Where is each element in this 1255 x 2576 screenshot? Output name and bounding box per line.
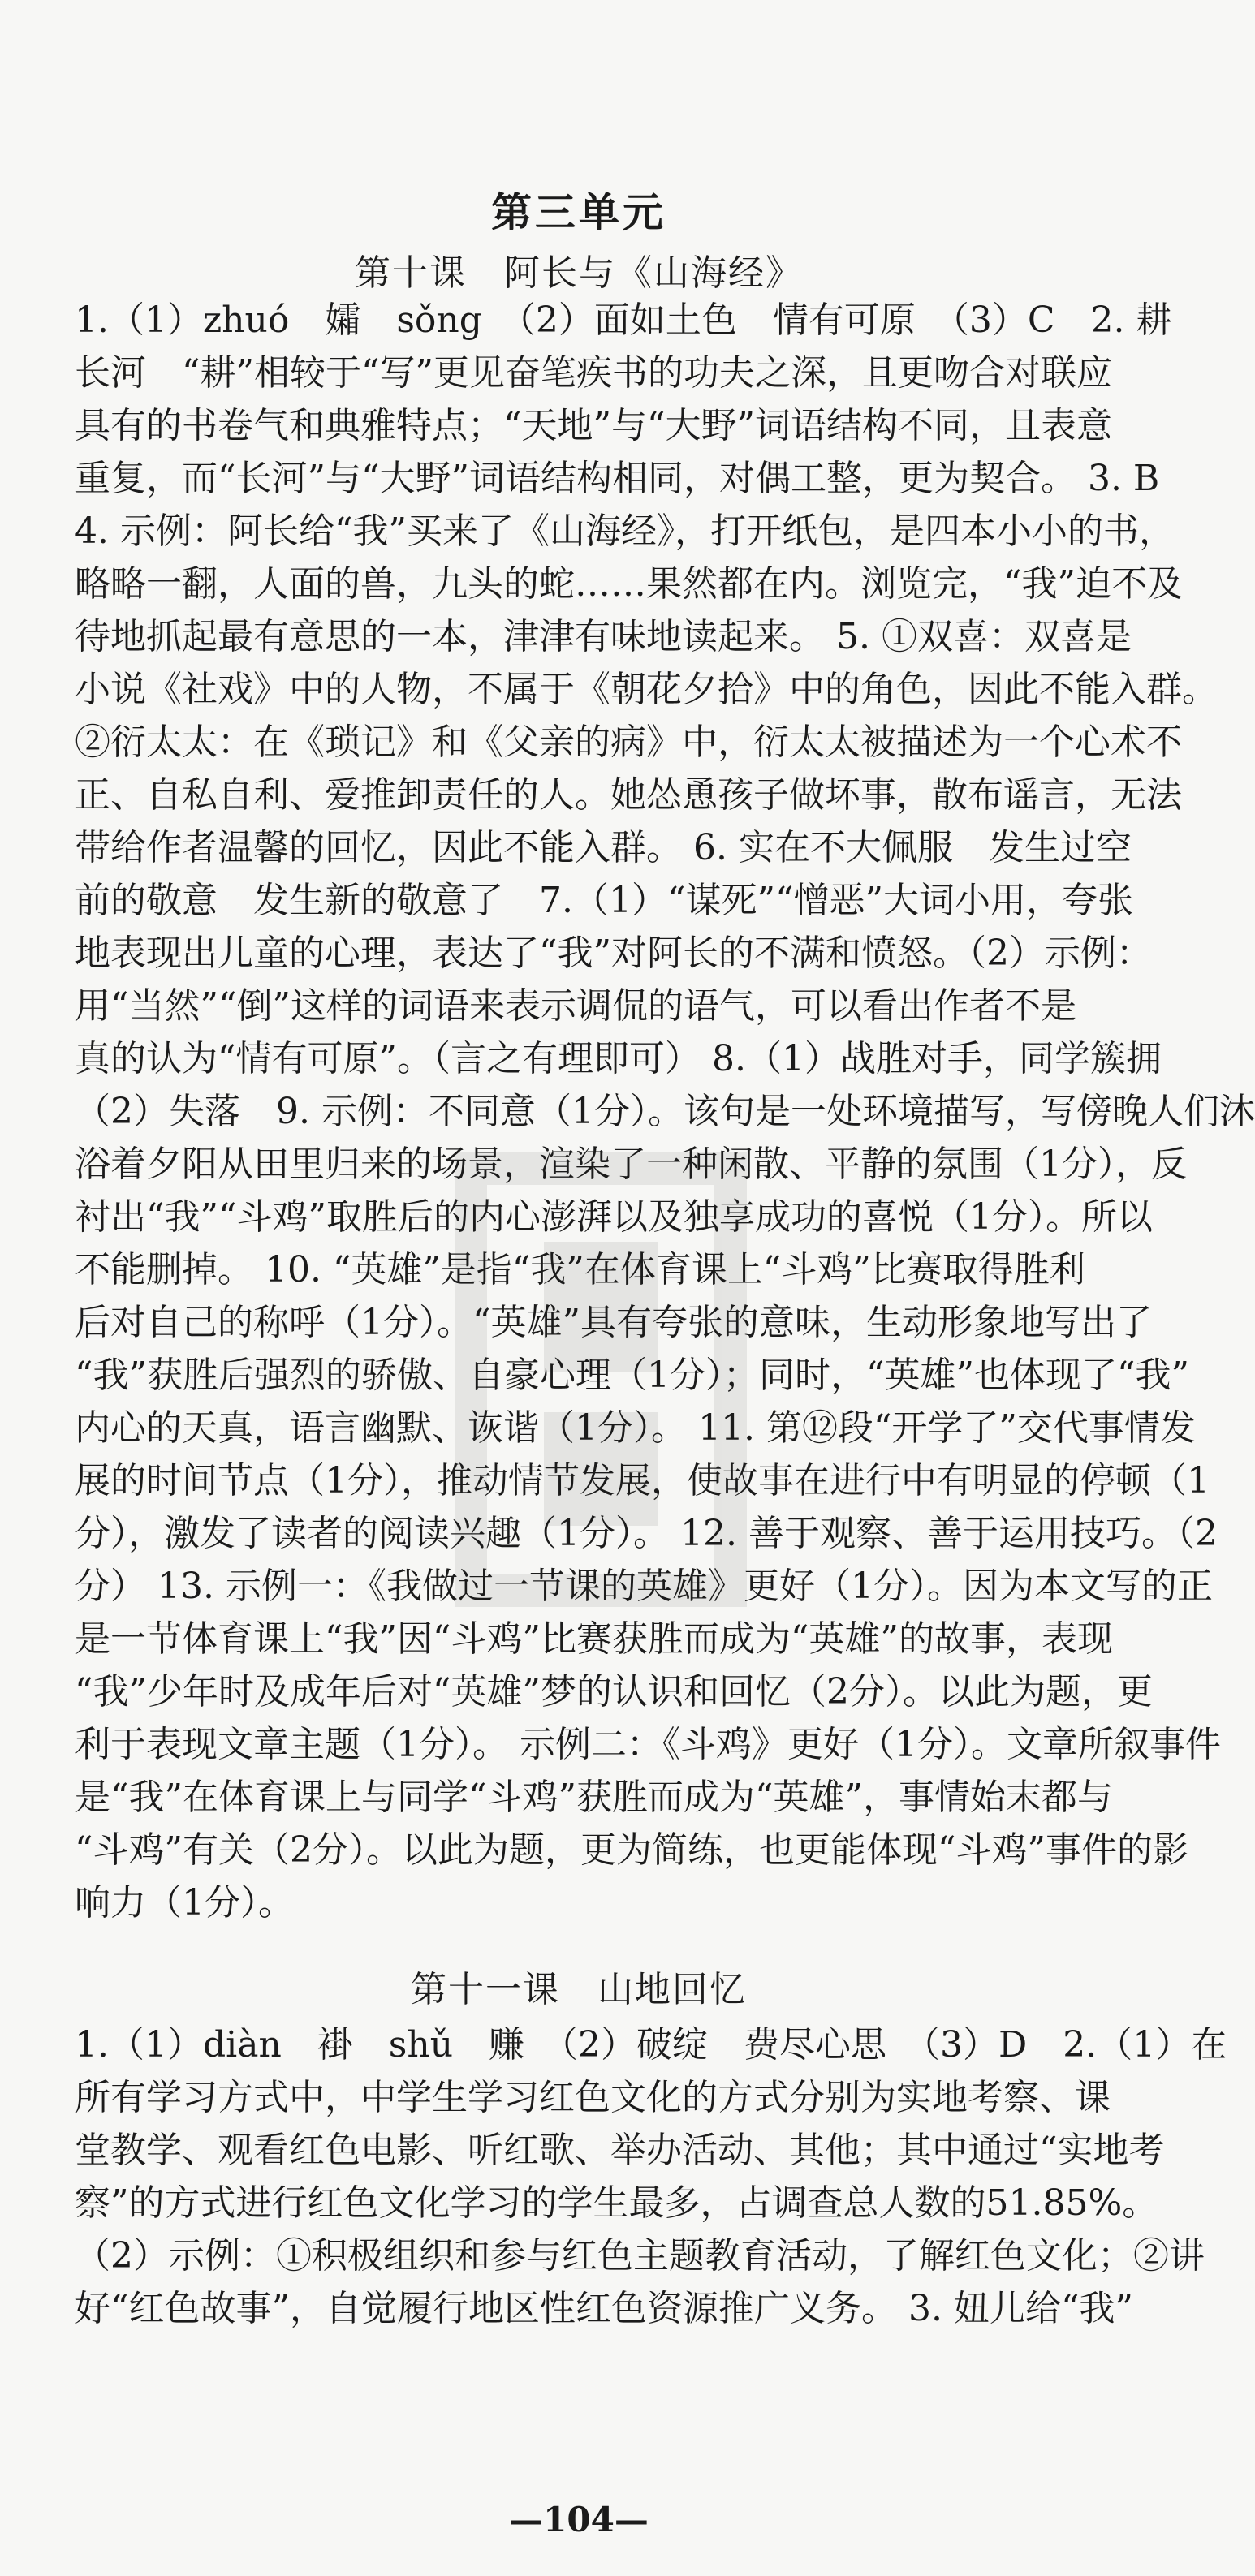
- answer-line: 不能删掉。 10. “英雄”是指“我”在体育课上“斗鸡”比赛取得胜利: [75, 1249, 1085, 1290]
- answer-line: 重复，而“长河”与“大野”词语结构相同，对偶工整，更为契合。 3. B: [75, 458, 1160, 499]
- answer-line: 利于表现文章主题（1分）。 示例二：《斗鸡》更好（1分）。文章所叙事件: [75, 1724, 1221, 1765]
- answer-line: 堂教学、观看红色电影、听红歌、举办活动、其他；其中通过“实地考: [75, 2130, 1165, 2171]
- answer-line: 所有学习方式中，中学生学习红色文化的方式分别为实地考察、课: [75, 2077, 1111, 2118]
- answer-line: 后对自己的称呼（1分）。“英雄”具有夸张的意味，生动形象地写出了: [75, 1302, 1152, 1343]
- answer-line: （2）失落 9. 示例：不同意（1分）。该句是一处环境描写，写傍晚人们沐: [75, 1091, 1255, 1132]
- answer-line: （2）示例：①积极组织和参与红色主题教育活动，了解红色文化；②讲: [75, 2235, 1205, 2277]
- lesson-10-title: 第十课 阿长与《山海经》: [355, 252, 803, 294]
- answer-line: 地表现出儿童的心理，表达了“我”对阿长的不满和愤怒。（2）示例：: [75, 933, 1152, 974]
- answer-line: 长河 “耕”相较于“写”更见奋笔疾书的功夫之深，且更吻合对联应: [75, 352, 1112, 394]
- answer-line: 1.（1）diàn 褂 shǔ 赚 （2）破绽 费尽心思 （3）D 2.（1）在: [75, 2024, 1227, 2066]
- answer-line: 待地抓起最有意思的一本，津津有味地读起来。 5. ①双喜：双喜是: [75, 616, 1132, 657]
- answer-line: 好“红色故事”，自觉履行地区性红色资源推广义务。 3. 妞儿给“我”: [75, 2288, 1133, 2329]
- answer-line: 小说《社戏》中的人物，不属于《朝花夕拾》中的角色，因此不能入群。: [75, 669, 1218, 710]
- answer-line: 略略一翻，人面的兽，九头的蛇……果然都在内。浏览完，“我”迫不及: [75, 563, 1183, 605]
- answer-line: “我”少年时及成年后对“英雄”梦的认识和回忆（2分）。以此为题，更: [75, 1671, 1153, 1712]
- answer-line: 展的时间节点（1分），推动情节发展，使故事在进行中有明显的停顿（1: [75, 1460, 1210, 1501]
- answer-line: 分），激发了读者的阅读兴趣（1分）。 12. 善于观察、善于运用技巧。（2: [75, 1513, 1218, 1554]
- answer-line: 真的认为“情有可原”。（言之有理即可） 8.（1）战胜对手，同学簇拥: [75, 1038, 1162, 1079]
- answer-line: 前的敬意 发生新的敬意了 7.（1）“谋死”“憎恶”大词小用，夸张: [75, 880, 1133, 921]
- page-number: —104—: [509, 2500, 649, 2539]
- answer-line: “我”获胜后强烈的骄傲、自豪心理（1分）；同时，“英雄”也体现了“我”: [75, 1355, 1189, 1396]
- answer-line: 具有的书卷气和典雅特点；“天地”与“大野”词语结构不同，且表意: [75, 405, 1112, 446]
- unit-title: 第三单元: [491, 189, 666, 236]
- answer-line: 响力（1分）。: [75, 1882, 294, 1923]
- answer-line: ②衍太太：在《琐记》和《父亲的病》中，衍太太被描述为一个心术不: [75, 722, 1182, 763]
- answer-line: 察”的方式进行红色文化学习的学生最多，占调查总人数的51.85%。: [75, 2182, 1158, 2224]
- answer-line: 浴着夕阳从田里归来的场景，渲染了一种闲散、平静的氛围（1分），反: [75, 1144, 1187, 1185]
- answer-line: 1.（1）zhuó 孀 sǒng （2）面如土色 情有可原 （3）C 2. 耕: [75, 299, 1172, 341]
- answer-line: 是一节体育课上“我”因“斗鸡”比赛获胜而成为“英雄”的故事，表现: [75, 1618, 1113, 1660]
- answer-line: 内心的天真，语言幽默、诙谐（1分）。 11. 第⑫段“开学了”交代事情发: [75, 1407, 1196, 1449]
- answer-line: 正、自私自利、爱推卸责任的人。她怂恿孩子做坏事，散布谣言，无法: [75, 774, 1182, 816]
- answer-line: “斗鸡”有关（2分）。以此为题，更为简练，也更能体现“斗鸡”事件的影: [75, 1829, 1188, 1871]
- answer-line: 4. 示例：阿长给“我”买来了《山海经》，打开纸包，是四本小小的书，: [75, 510, 1175, 552]
- answer-line: 用“当然”“倒”这样的词语来表示调侃的语气，可以看出作者不是: [75, 985, 1076, 1027]
- answer-line: 衬出“我”“斗鸡”取胜后的内心澎湃以及独享成功的喜悦（1分）。所以: [75, 1196, 1153, 1238]
- answer-line: 是“我”在体育课上与同学“斗鸡”获胜而成为“英雄”，事情始末都与: [75, 1777, 1113, 1818]
- lesson-11-title: 第十一课 山地回忆: [411, 1969, 747, 2010]
- answer-line: 分） 13. 示例一：《我做过一节课的英雄》更好（1分）。因为本文写的正: [75, 1566, 1213, 1607]
- answer-line: 带给作者温馨的回忆，因此不能入群。 6. 实在不大佩服 发生过空: [75, 827, 1132, 868]
